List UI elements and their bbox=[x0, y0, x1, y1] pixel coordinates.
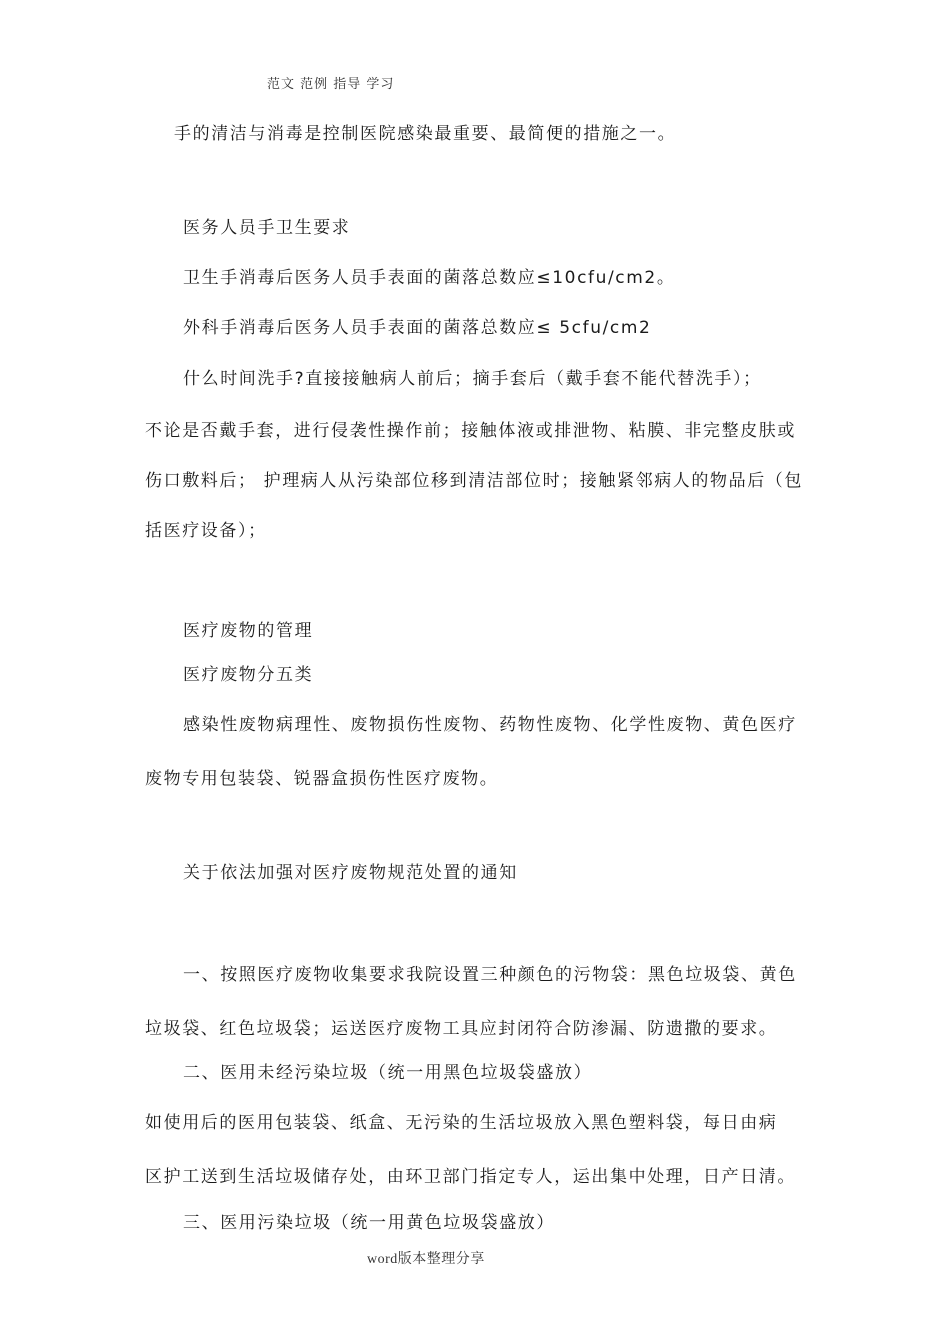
paragraph-line: 区护工送到生活垃圾储存处，由环卫部门指定专人，运出集中处理，日产日清。 bbox=[145, 1167, 796, 1187]
section-heading: 医疗废物分五类 bbox=[183, 665, 314, 685]
paragraph-line: 伤口敷料后； 护理病人从污染部位移到清洁部位时；接触紧邻病人的物品后（包 bbox=[145, 471, 804, 491]
paragraph: 外科手消毒后医务人员手表面的菌落总数应≤ 5cfu/cm2 bbox=[183, 318, 652, 338]
paragraph-line: 垃圾袋、红色垃圾袋；运送医疗废物工具应封闭符合防渗漏、防遗撒的要求。 bbox=[145, 1019, 778, 1039]
section-heading: 关于依法加强对医疗废物规范处置的通知 bbox=[183, 863, 518, 883]
section-heading: 医疗废物的管理 bbox=[183, 621, 314, 641]
paragraph: 二、医用未经污染垃圾（统一用黑色垃圾袋盛放） bbox=[183, 1063, 593, 1083]
paragraph: 卫生手消毒后医务人员手表面的菌落总数应≤10cfu/cm2。 bbox=[183, 268, 676, 288]
paragraph: 手的清洁与消毒是控制医院感染最重要、最简便的措施之一。 bbox=[174, 124, 677, 144]
paragraph: 三、医用污染垃圾（统一用黄色垃圾袋盛放） bbox=[183, 1213, 555, 1233]
section-heading: 医务人员手卫生要求 bbox=[183, 218, 351, 238]
paragraph-line: 废物专用包装袋、锐器盒损伤性医疗废物。 bbox=[145, 769, 499, 789]
paragraph: 什么时间洗手?直接接触病人前后；摘手套后（戴手套不能代替洗手）； bbox=[183, 369, 762, 389]
page-header: 范文 范例 指导 学习 bbox=[267, 77, 395, 92]
page-footer: word版本整理分享 bbox=[367, 1252, 485, 1267]
paragraph-line: 不论是否戴手套，进行侵袭性操作前；接触体液或排泄物、粘膜、非完整皮肤或 bbox=[145, 421, 796, 441]
paragraph: 如使用后的医用包装袋、纸盒、无污染的生活垃圾放入黑色塑料袋，每日由病 bbox=[145, 1113, 778, 1133]
paragraph: 感染性废物病理性、废物损伤性废物、药物性废物、化学性废物、黄色医疗 bbox=[183, 715, 797, 735]
paragraph: 一、按照医疗废物收集要求我院设置三种颜色的污物袋：黑色垃圾袋、黄色 bbox=[183, 965, 797, 985]
paragraph-line: 括医疗设备）； bbox=[145, 521, 267, 541]
